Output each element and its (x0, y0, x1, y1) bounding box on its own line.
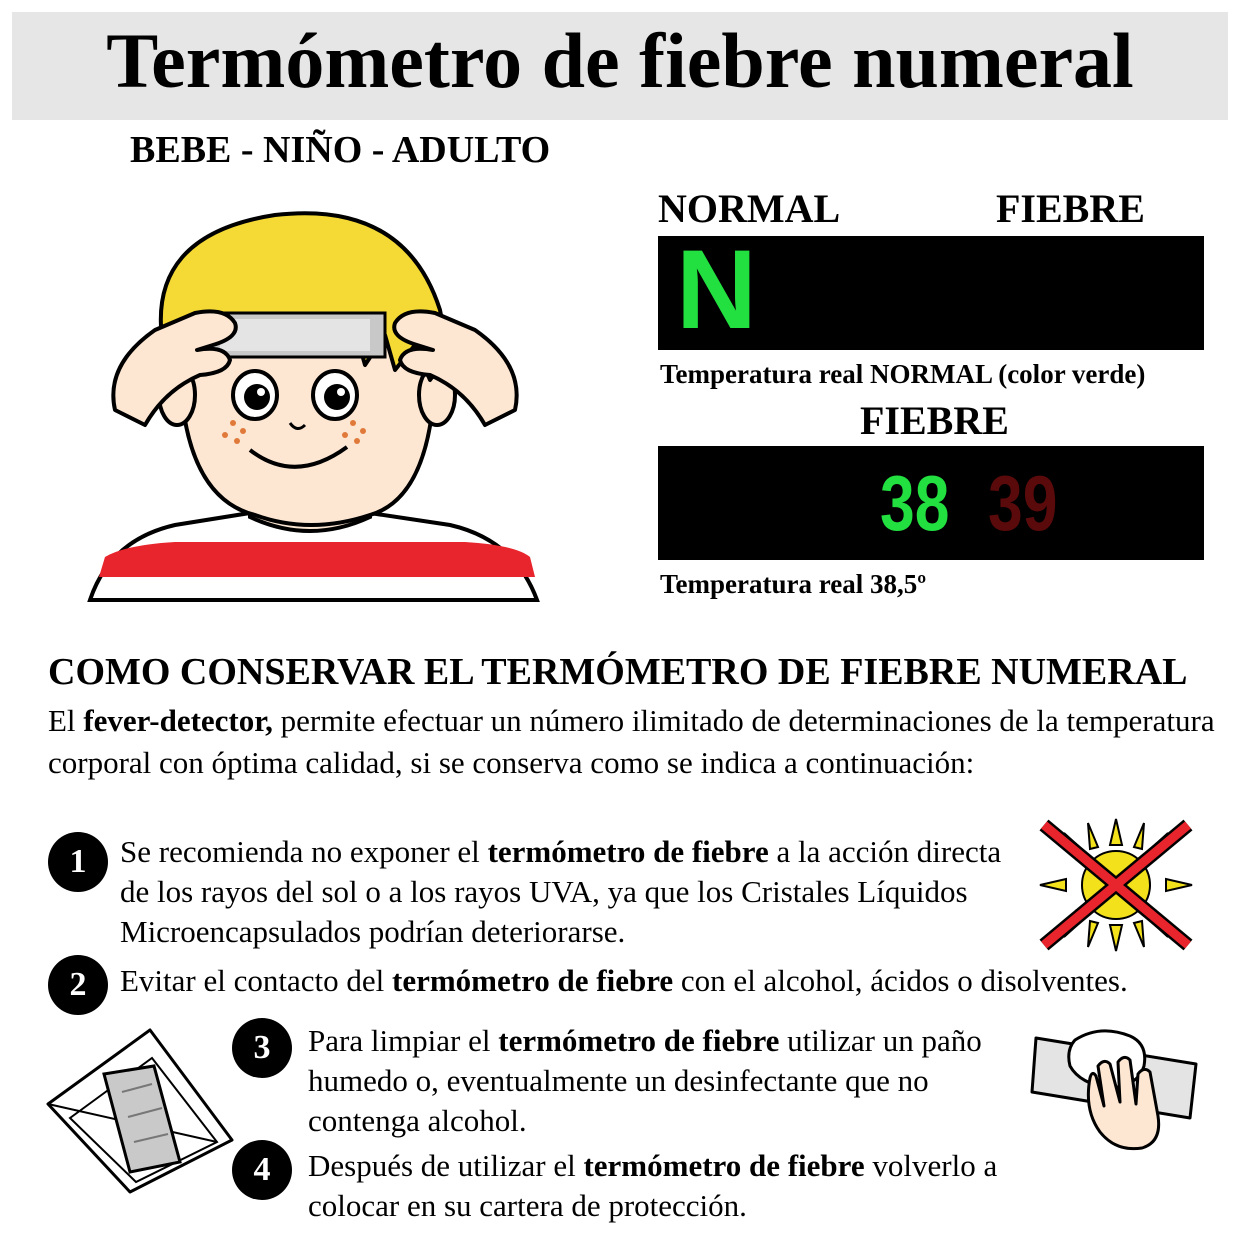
step-2-text-post: con el alcohol, ácidos o disolventes. (673, 963, 1128, 998)
step-2-number: 2 (48, 955, 108, 1015)
intro-text-bold: fever-detector, (83, 703, 273, 738)
step-3-text-post: utilizar un paño humedo o, eventualmente un desinfectante que no contenga alcohol. (308, 1023, 982, 1138)
fever-label: FIEBRE (860, 398, 1009, 443)
step-1-text-bold: termómetro de fiebre (487, 834, 769, 869)
age-groups-subtitle: BEBE - NIÑO - ADULTO (130, 129, 551, 171)
care-section-title: COMO CONSERVAR EL TERMÓMETRO DE FIEBRE NUMERAL (48, 651, 1188, 693)
step-3-text-bold: termómetro de fiebre (498, 1023, 780, 1058)
fever-display-panel (658, 446, 1204, 560)
intro-text-pre: El (48, 703, 84, 738)
normal-label: NORMAL (658, 186, 841, 231)
fever-reading-38: 38 (880, 459, 950, 547)
step-2-text (120, 961, 1230, 1001)
step-4-text-bold: termómetro de fiebre (583, 1148, 865, 1183)
fever-label-top: FIEBRE (996, 186, 1145, 231)
normal-display-panel (658, 227, 1204, 352)
intro-text-post: permite efectuar un número ilimitado de determinaciones de la temperatura corporal con óptima calidad, si se conserva como se indica a continuación: (48, 703, 1215, 780)
page-title: Termómetro de fiebre numeral (106, 17, 1134, 104)
hand-wiping-strip-illustration (1030, 1020, 1202, 1155)
step-2-text-bold: termómetro de fiebre (392, 963, 674, 998)
step-2-text-pre: Evitar el contacto del (120, 963, 392, 998)
step-1-text-post: a la acción directa de los rayos del sol o a los rayos UVA, ya que los Cristales Líquidos Microencapsulados podrían deteriorarse. (120, 834, 1002, 949)
step-3-text (308, 1021, 1028, 1141)
step-4-text-pre: Después de utilizar el (308, 1148, 584, 1183)
step-1-number: 1 (48, 832, 108, 892)
step-4-text-post: volverlo a colocar en su cartera de protección. (308, 1148, 998, 1223)
fever-reading-39: 39 (988, 459, 1058, 547)
step-4-number: 4 (232, 1140, 292, 1200)
protective-case-illustration (42, 1022, 237, 1197)
step-1-text (120, 832, 1020, 952)
child-with-forehead-thermometer-illustration (85, 195, 545, 605)
care-intro (48, 700, 1218, 784)
step-3-text-pre: Para limpiar el (308, 1023, 499, 1058)
fever-caption: Temperatura real 38,5º (660, 569, 927, 599)
normal-caption: Temperatura real NORMAL (color verde) (660, 359, 1146, 389)
crossed-out-sun-icon (1032, 815, 1200, 955)
normal-reading: N (676, 227, 757, 352)
step-3-number: 3 (232, 1018, 292, 1078)
step-4-text (308, 1146, 1068, 1226)
step-1-text-pre: Se recomienda no exponer el (120, 834, 488, 869)
